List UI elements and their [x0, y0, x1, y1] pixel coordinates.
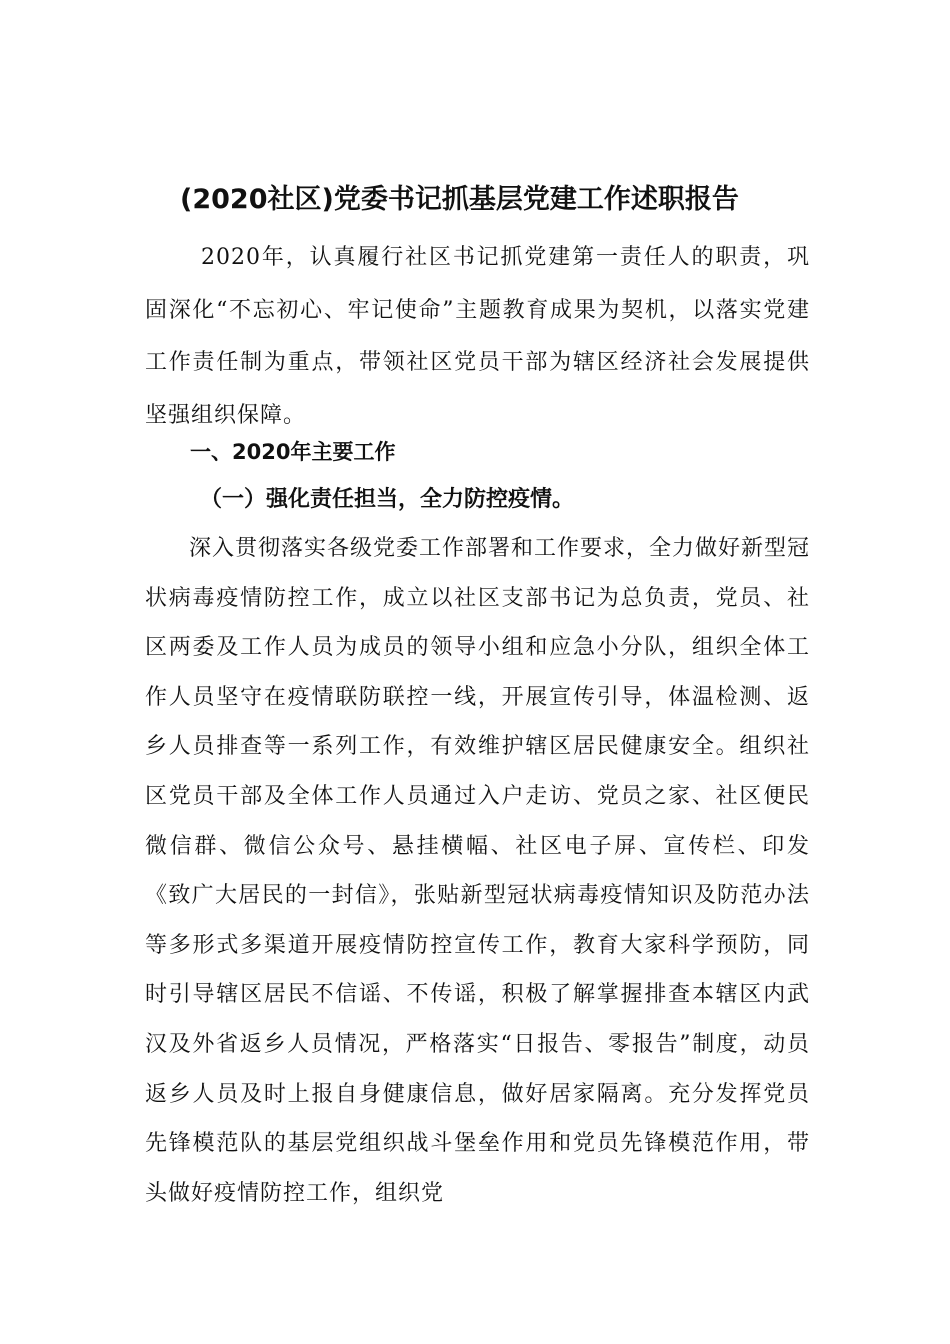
subsection-heading-1: （一）强化责任担当，全力防控疫情。 — [200, 487, 575, 512]
section-heading-1: 一、2020年主要工作 — [190, 440, 396, 464]
intro-paragraph: 2020年，认真履行社区书记抓党建第一责任人的职责，巩固深化“不忘初心、牢记使命”主题教育成果为契机，以落实党建工作责任制为重点，带领社区党员干部为辖区经济社会发展提供坚强组织保障。 — [145, 245, 810, 428]
body-paragraph: 深入贯彻落实各级党委工作部署和工作要求，全力做好新型冠状病毒疫情防控工作，成立以社区支部书记为总负责，党员、社区两委及工作人员为成员的领导小组和应急小分队，组织全体工作人员坚守在疫情联防联控一线，开展宣传引导，体温检测、返乡人员排查等一系列工作，有效维护辖区居民健康安全。组织社区党员干部及全体工作人员通过入户走访、党员之家、社区便民微信群、微信公众号、悬挂横幅、社区电子屏、宣传栏、印发《致广大居民的一封信》，张贴新型冠状病毒疫情知识及防范办法等多形式多渠道开展疫情防控宣传工作，教育大家科学预防，同时引导辖区居民不信谣、不传谣，积极了解掌握排查本辖区内武汉及外省返乡人员情况，严格落实“日报告、零报告”制度，动员返乡人员及时上报自身健康信息，做好居家隔离。充分发挥党员先锋模范队的基层党组织战斗堡垒作用和党员先锋模范作用，带头做好疫情防控工作，组织党 — [145, 536, 811, 1206]
document-title: (2020社区)党委书记抓基层党建工作述职报告 — [180, 184, 739, 215]
